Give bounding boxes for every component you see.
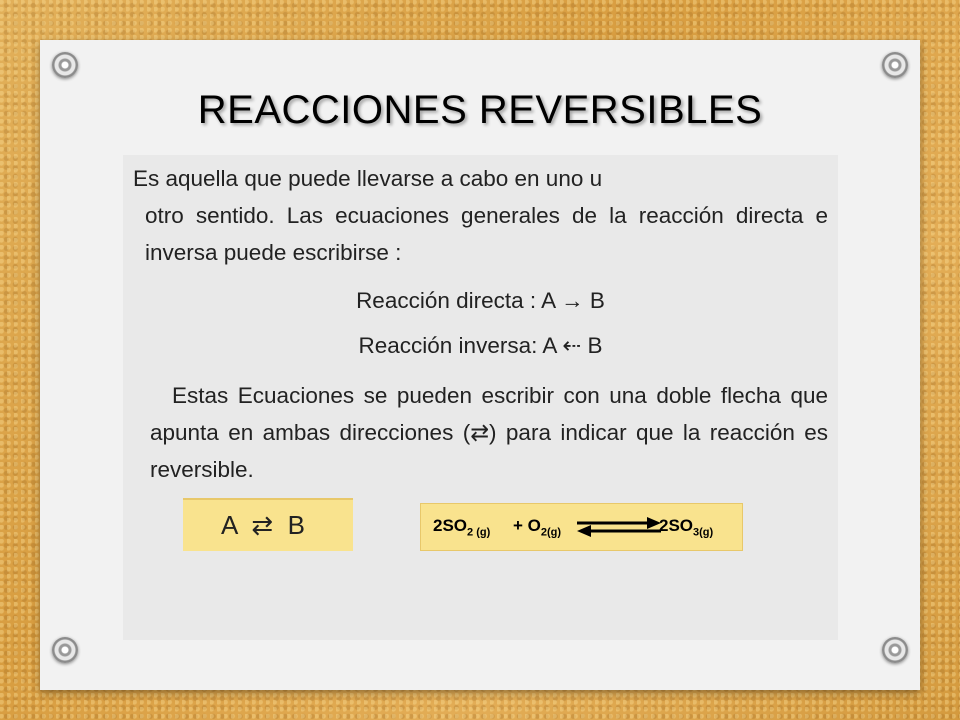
double-arrow-paragraph [150,377,828,488]
definition-paragraph [133,160,828,271]
definition-rest: otro sentido. Las ecuaciones generales de la reacción directa e inversa puede escribirse : [145,203,828,265]
equilibrium-arrows-icon [573,514,665,540]
reversible-example-text: A ⇄ B [221,510,305,540]
reactant-o2 [513,516,561,538]
inverse-reaction: Reacción inversa: A ⇠ B [358,333,603,358]
reactant-so2-text: 2SO [433,516,468,535]
direct-reaction: Reacción directa : A → B [356,288,605,313]
product-so3-sub: 3(g) [693,526,714,539]
reactant-so2-sub: 2 (g) [467,526,491,539]
pin-top-right-icon [882,52,908,78]
double-arrow-text: Estas Ecuaciones se pueden escribir con una doble flecha que apunta en ambas direcciones (⇄) para indicar que la reacción es reversible. [150,383,828,482]
reactant-o2-text: + O [513,516,541,535]
slide-title: REACCIONES REVERSIBLES [197,88,763,132]
so2-equilibrium-box [420,503,743,551]
product-so3 [659,516,713,538]
pin-bottom-right-icon [882,637,908,663]
reactant-so2 [433,516,490,538]
reversible-example-box [183,498,353,551]
pin-bottom-left-icon [52,637,78,663]
product-so3-text: 2SO [659,516,694,535]
definition-first-line: Es aquella que puede llevarse a cabo en uno u [133,166,603,191]
pin-top-left-icon [52,52,78,78]
reactant-o2-sub: 2(g) [540,526,562,539]
